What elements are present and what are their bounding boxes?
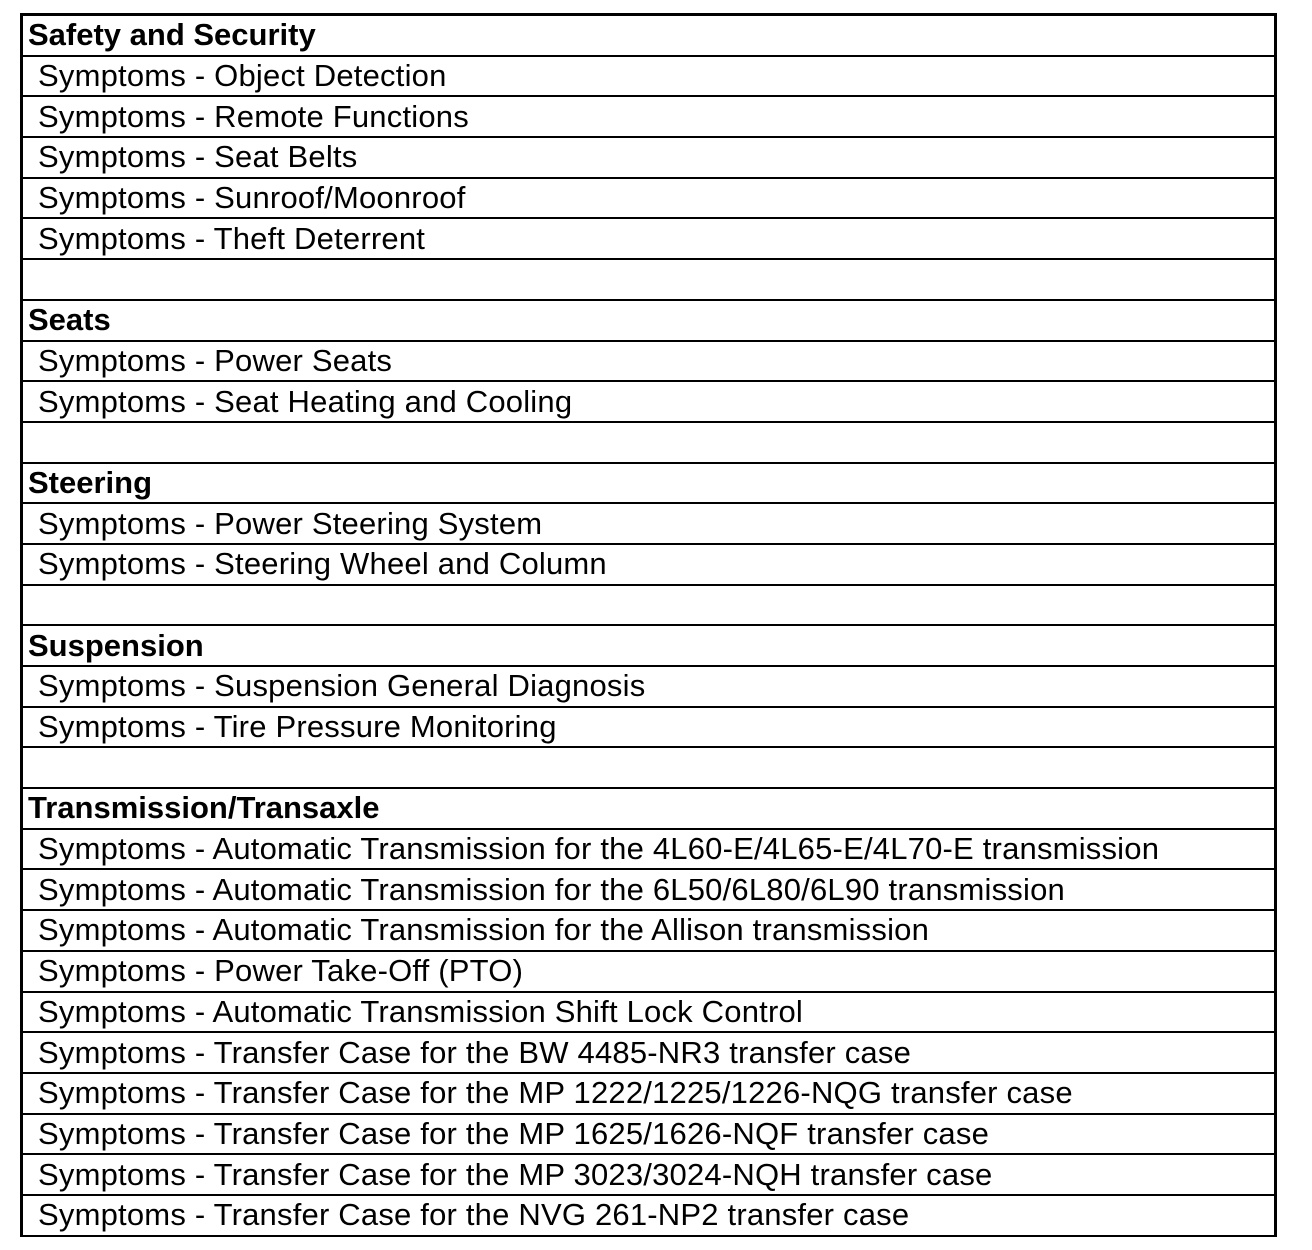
list-item[interactable] — [23, 1196, 1274, 1237]
item-label: Symptoms - Suspension General Diagnosis — [38, 668, 646, 704]
item-label: Symptoms - Seat Belts — [38, 139, 358, 175]
item-label: Symptoms - Tire Pressure Monitoring — [38, 709, 557, 745]
section-title: Safety and Security — [28, 17, 316, 53]
list-item[interactable] — [23, 382, 1274, 423]
section-header-safety-and-security — [23, 16, 1274, 57]
list-item[interactable] — [23, 1033, 1274, 1074]
section-header-steering — [23, 464, 1274, 505]
spacer-row — [23, 260, 1274, 301]
section-header-suspension — [23, 626, 1274, 667]
list-item[interactable] — [23, 1115, 1274, 1156]
section-title: Seats — [28, 302, 111, 338]
list-item[interactable] — [23, 830, 1274, 871]
list-item[interactable] — [23, 138, 1274, 179]
list-item[interactable] — [23, 504, 1274, 545]
item-label: Symptoms - Power Seats — [38, 342, 393, 378]
section-title: Transmission/Transaxle — [28, 790, 380, 826]
list-item[interactable] — [23, 667, 1274, 708]
list-item[interactable] — [23, 1155, 1274, 1196]
section-title: Suspension — [28, 627, 204, 663]
item-label: Symptoms - Seat Heating and Cooling — [38, 383, 573, 419]
spacer-row — [23, 748, 1274, 789]
item-label: Symptoms - Power Steering System — [38, 505, 543, 541]
item-label: Symptoms - Transfer Case for the MP 1222/1225/1226-NQG transfer case — [38, 1075, 1073, 1111]
section-title: Steering — [28, 464, 153, 500]
list-item[interactable] — [23, 870, 1274, 911]
item-label: Symptoms - Transfer Case for the NVG 261-NP2 transfer case — [38, 1197, 910, 1233]
spacer-row — [23, 423, 1274, 464]
list-item[interactable] — [23, 708, 1274, 749]
item-label: Symptoms - Theft Deterrent — [38, 220, 426, 256]
item-label: Symptoms - Transfer Case for the BW 4485-NR3 transfer case — [38, 1034, 912, 1070]
list-item[interactable] — [23, 993, 1274, 1034]
item-label: Symptoms - Automatic Transmission for the 6L50/6L80/6L90 transmission — [38, 871, 1065, 907]
item-label: Symptoms - Automatic Transmission for the Allison transmission — [38, 912, 930, 948]
list-item[interactable] — [23, 57, 1274, 98]
list-item[interactable] — [23, 545, 1274, 586]
list-item[interactable] — [23, 342, 1274, 383]
item-label: Symptoms - Transfer Case for the MP 3023/3024-NQH transfer case — [38, 1156, 993, 1192]
item-label: Symptoms - Remote Functions — [38, 98, 469, 134]
item-label: Symptoms - Automatic Transmission for the 4L60-E/4L65-E/4L70-E transmission — [38, 831, 1160, 867]
item-label: Symptoms - Steering Wheel and Column — [38, 546, 607, 582]
list-item[interactable] — [23, 1074, 1274, 1115]
section-header-transmission-transaxle — [23, 789, 1274, 830]
list-item[interactable] — [23, 911, 1274, 952]
list-item[interactable] — [23, 179, 1274, 220]
item-label: Symptoms - Automatic Transmission Shift Lock Control — [38, 993, 803, 1029]
item-label: Symptoms - Power Take-Off (PTO) — [38, 953, 524, 989]
list-item[interactable] — [23, 97, 1274, 138]
list-item[interactable] — [23, 952, 1274, 993]
item-label: Symptoms - Transfer Case for the MP 1625/1626-NQF transfer case — [38, 1115, 990, 1151]
spacer-row — [23, 586, 1274, 627]
symptoms-table — [20, 13, 1277, 1237]
list-item[interactable] — [23, 219, 1274, 260]
item-label: Symptoms - Object Detection — [38, 58, 447, 94]
item-label: Symptoms - Sunroof/Moonroof — [38, 180, 466, 216]
section-header-seats — [23, 301, 1274, 342]
